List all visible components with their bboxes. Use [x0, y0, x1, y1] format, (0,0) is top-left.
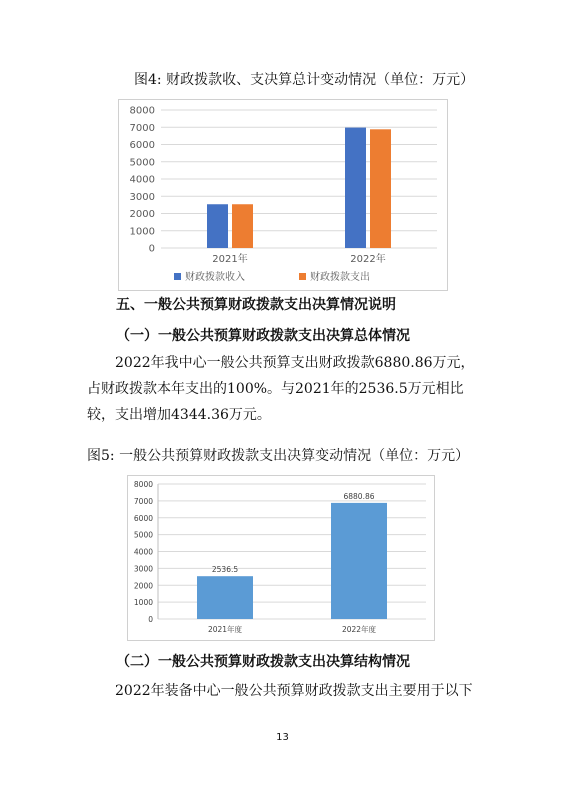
figure-5-chart	[127, 475, 435, 641]
bar	[207, 204, 228, 248]
paragraph-1-text: 2022年我中心一般公共预算支出财政拨款6880.86万元，占财政拨款本年支出的100%。与2021年的2536.5万元相比较，支出增加4344.36万元。	[87, 355, 475, 423]
subsection-2-heading: （二）一般公共预算财政拨款支出决算结构情况	[116, 654, 410, 670]
subsection-1-heading: （一）一般公共预算财政拨款支出决算总体情况	[116, 328, 410, 344]
y-tick-label: 3000	[129, 191, 155, 203]
legend-label: 财政拨款支出	[310, 272, 370, 283]
page-number: 13	[276, 732, 289, 743]
y-tick-label: 2000	[133, 581, 153, 591]
legend-label: 财政拨款收入	[185, 272, 245, 283]
y-tick-label: 5000	[133, 530, 153, 540]
paragraph-2-text: 2022年装备中心一般公共预算财政拨款支出主要用于以下	[115, 683, 473, 699]
y-tick-label: 4000	[133, 547, 153, 557]
figure-4-chart	[118, 99, 448, 291]
x-tick-label: 2022年	[350, 254, 386, 265]
y-tick-label: 6000	[133, 513, 153, 523]
y-tick-label: 5000	[129, 157, 155, 169]
figure-5-caption: 图5: 一般公共预算财政拨款支出决算变动情况（单位：万元）	[87, 448, 470, 464]
figure-4-caption: 图4: 财政拨款收、支决算总计变动情况（单位：万元）	[134, 72, 475, 88]
paragraph-1	[87, 350, 482, 428]
legend-swatch	[174, 273, 181, 280]
y-tick-label: 7000	[133, 496, 153, 506]
bar	[345, 128, 366, 248]
x-tick-label: 2021年	[212, 254, 248, 265]
bar	[197, 576, 253, 619]
section-5-heading: 五、一般公共预算财政拨款支出决算情况说明	[116, 297, 396, 313]
y-tick-label: 6000	[129, 140, 155, 151]
bar	[232, 204, 253, 248]
y-tick-label: 4000	[129, 174, 155, 186]
y-tick-label: 8000	[129, 105, 155, 117]
paragraph-2	[87, 678, 482, 704]
bar	[370, 129, 391, 248]
y-tick-label: 1000	[129, 226, 155, 238]
figure-4-chart-svg	[119, 100, 447, 290]
y-tick-label: 3000	[133, 564, 153, 574]
figure-5-chart-svg	[128, 476, 434, 640]
x-tick-label: 2022年度	[341, 625, 377, 634]
y-tick-label: 0	[148, 243, 155, 255]
y-tick-label: 1000	[133, 598, 153, 608]
y-tick-label: 8000	[133, 480, 153, 489]
data-label: 2536.5	[211, 565, 239, 575]
y-tick-label: 0	[148, 615, 153, 624]
x-tick-label: 2021年度	[207, 625, 243, 634]
y-tick-label: 2000	[129, 209, 155, 220]
legend-swatch	[299, 273, 306, 280]
y-tick-label: 7000	[129, 122, 155, 134]
bar	[331, 503, 387, 619]
data-label: 6880.86	[343, 491, 375, 501]
